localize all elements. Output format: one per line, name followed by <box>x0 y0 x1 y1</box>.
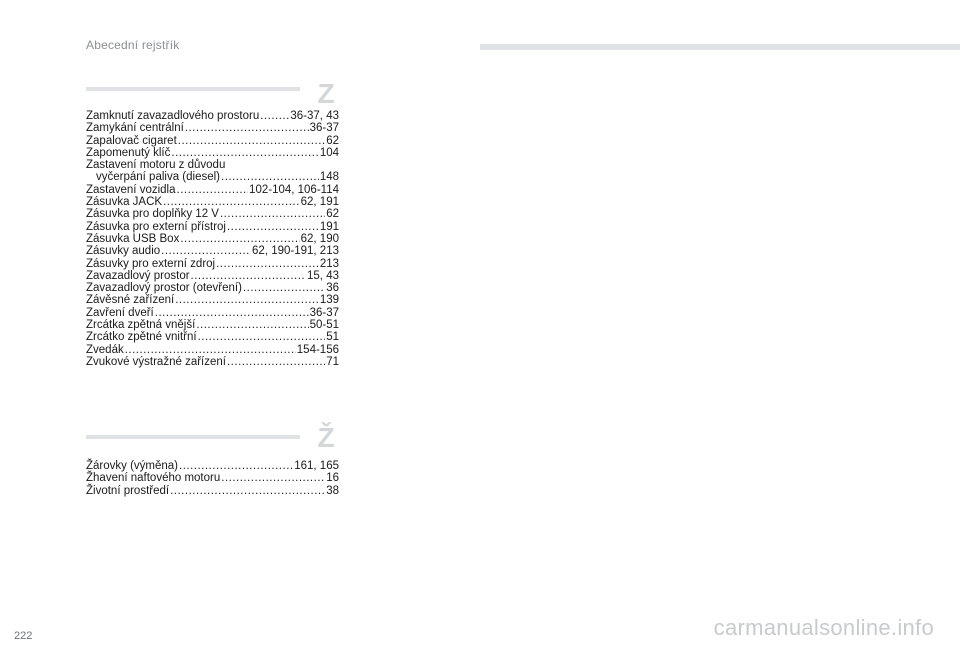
index-entry: Zavazadlový prostor (otevření) ..... 36 <box>86 282 339 294</box>
index-entry: Zásuvka pro doplňky 12 V ..... 62 <box>86 208 339 220</box>
index-entry: Zásuvka pro externí přístroj ..... 191 <box>86 221 339 233</box>
index-entry: Zvedák ..... 154-156 <box>86 344 339 356</box>
index-entry: Zavření dveří ..... 36-37 <box>86 307 339 319</box>
index-entry: Životní prostředí ..... 38 <box>86 485 339 497</box>
header-rule <box>480 44 960 50</box>
index-entry: Zavazadlový prostor ..... 15, 43 <box>86 270 339 282</box>
index-entry: Zásuvky audio ..... 62, 190-191, 213 <box>86 245 339 257</box>
index-entry: Zásuvky pro externí zdroj ..... 213 <box>86 258 339 270</box>
section-z-entries <box>86 110 339 368</box>
section-zh-entries <box>86 460 339 497</box>
index-entry-heading: Zastavení motoru z důvodu <box>86 159 226 172</box>
index-entry: Zapomenutý klíč ..... 104 <box>86 147 339 159</box>
section-letter-zh: Ž <box>317 422 335 453</box>
index-entry: Zvukové výstražné zařízení ..... 71 <box>86 356 339 368</box>
index-entry: Zásuvka JACK ..... 62, 191 <box>86 196 339 208</box>
page-number: 222 <box>14 630 33 642</box>
index-entry: Zamknutí zavazadlového prostoru ..... 36-37, 43 <box>86 110 339 122</box>
index-entry: Zrcátko zpětné vnitřní ..... 51 <box>86 331 339 343</box>
section-rule-zh <box>86 435 300 439</box>
header-title: Abecední rejstřík <box>86 38 180 52</box>
index-entry: vyčerpání paliva (diesel) ..... 148 <box>86 171 339 183</box>
index-entry: Zásuvka USB Box ..... 62, 190 <box>86 233 339 245</box>
section-rule-z <box>86 87 300 91</box>
index-entry: Závěsné zařízení ..... 139 <box>86 294 339 306</box>
watermark: carmanualsonline.info <box>713 615 934 640</box>
index-entry: Zrcátka zpětná vnější ..... 50-51 <box>86 319 339 331</box>
index-entry: Zamykání centrální ..... 36-37 <box>86 122 339 134</box>
index-entry: Žárovky (výměna) ..... 161, 165 <box>86 460 339 472</box>
index-entry: Zastavení vozidla ..... 102-104, 106-114 <box>86 184 339 196</box>
section-letter-z: Z <box>317 78 335 109</box>
index-entry: Žhavení naftového motoru ..... 16 <box>86 472 339 484</box>
index-entry: Zapalovač cigaret ..... 62 <box>86 135 339 147</box>
